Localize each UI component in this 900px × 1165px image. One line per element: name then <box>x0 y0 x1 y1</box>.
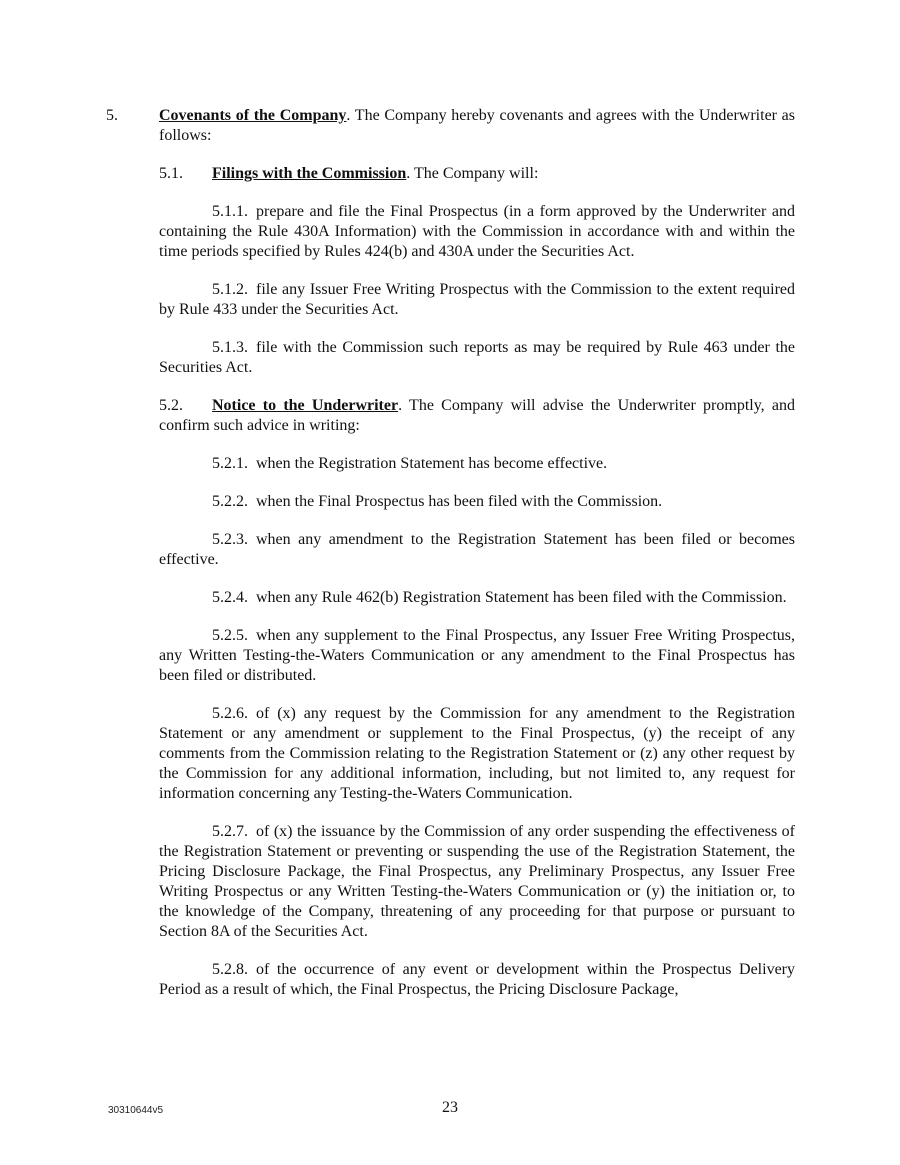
subsection-number: 5.2. <box>159 397 183 414</box>
section-text: . The Company hereby covenants and agrees with the Underwriter as follows: <box>159 107 796 144</box>
item-text: when the Final Prospectus has been filed with the Commission. <box>256 493 663 510</box>
item-5-1-2 <box>159 280 795 320</box>
item-5-2-5 <box>159 626 795 686</box>
section-5 <box>106 106 796 146</box>
subsection-heading: Notice to the Underwriter <box>212 397 399 414</box>
item-5-2-4 <box>159 588 795 608</box>
subsection-5-1 <box>159 164 795 184</box>
item-number: 5.2.5. <box>212 627 248 644</box>
item-number: 5.2.4. <box>212 589 248 606</box>
subsection-5-2 <box>159 396 795 436</box>
item-5-2-2 <box>159 492 795 512</box>
item-text: when any Rule 462(b) Registration Statement has been filed with the Commission. <box>256 589 787 606</box>
item-number: 5.2.6. <box>212 705 248 722</box>
item-number: 5.2.3. <box>212 531 248 548</box>
item-text: when the Registration Statement has become effective. <box>256 455 608 472</box>
page-number: 23 <box>442 1099 458 1116</box>
section-number: 5. <box>106 107 118 124</box>
item-text: of (x) the issuance by the Commission of any order suspending the effectiveness of the Registration Statement or preventing or suspending the use of the Registration Statement, the Pricing Disclosure Package, the Final Prospectus, any Preliminary Prospectus, any Issuer Free Writing Prospectus or any Written Testing-the-Waters Communication or (y) the initiation or, to the knowledge of the Company, threatening of any proceeding for that purpose or pursuant to Section 8A of the Securities Act. <box>159 823 795 940</box>
item-number: 5.1.3. <box>212 339 248 356</box>
item-text: file with the Commission such reports as may be required by Rule 463 under the Securities Act. <box>159 339 795 376</box>
subsection-text: . The Company will: <box>406 165 539 182</box>
item-text: when any amendment to the Registration Statement has been filed or becomes effective. <box>159 531 795 568</box>
page-body <box>106 106 796 1018</box>
subsection-heading: Filings with the Commission <box>212 165 407 182</box>
item-text: prepare and file the Final Prospectus (in a form approved by the Underwriter and containing the Rule 430A Information) with the Commission in accordance with and within the time periods specified by Rules 424(b) and 430A under the Securities Act. <box>159 203 795 260</box>
document-id: 30310644v5 <box>108 1105 164 1116</box>
subsection-text: . The Company will advise the Underwriter promptly, and confirm such advice in writing: <box>159 397 796 434</box>
subsection-number: 5.1. <box>159 165 183 182</box>
item-5-2-3 <box>159 530 795 570</box>
item-number: 5.1.2. <box>212 281 248 298</box>
item-number: 5.2.8. <box>212 961 248 978</box>
item-5-2-1 <box>159 454 795 474</box>
item-text: of (x) any request by the Commission for any amendment to the Registration Statement or any amendment or supplement to the Final Prospectus, (y) the receipt of any comments from the Commission relating to the Registration Statement or (z) any other request by the Commission for any additional information, including, but not limited to, any request for information concerning any Testing-the-Waters Communication. <box>159 705 795 802</box>
item-number: 5.2.7. <box>212 823 248 840</box>
item-number: 5.2.2. <box>212 493 248 510</box>
item-5-1-1 <box>159 202 795 262</box>
item-number: 5.1.1. <box>212 203 248 220</box>
item-5-2-6 <box>159 704 795 804</box>
item-number: 5.2.1. <box>212 455 248 472</box>
item-text: file any Issuer Free Writing Prospectus with the Commission to the extent required by Rule 433 under the Securities Act. <box>159 281 795 318</box>
section-heading: Covenants of the Company <box>159 107 347 124</box>
item-5-2-8 <box>159 960 795 1000</box>
item-5-2-7 <box>159 822 795 942</box>
item-text: when any supplement to the Final Prospectus, any Issuer Free Writing Prospectus, any Written Testing-the-Waters Communication or any amendment to the Final Prospectus has been filed or distributed. <box>159 627 795 684</box>
item-5-1-3 <box>159 338 795 378</box>
item-text: of the occurrence of any event or development within the Prospectus Delivery Period as a result of which, the Final Prospectus, the Pricing Disclosure Package, <box>159 961 795 998</box>
